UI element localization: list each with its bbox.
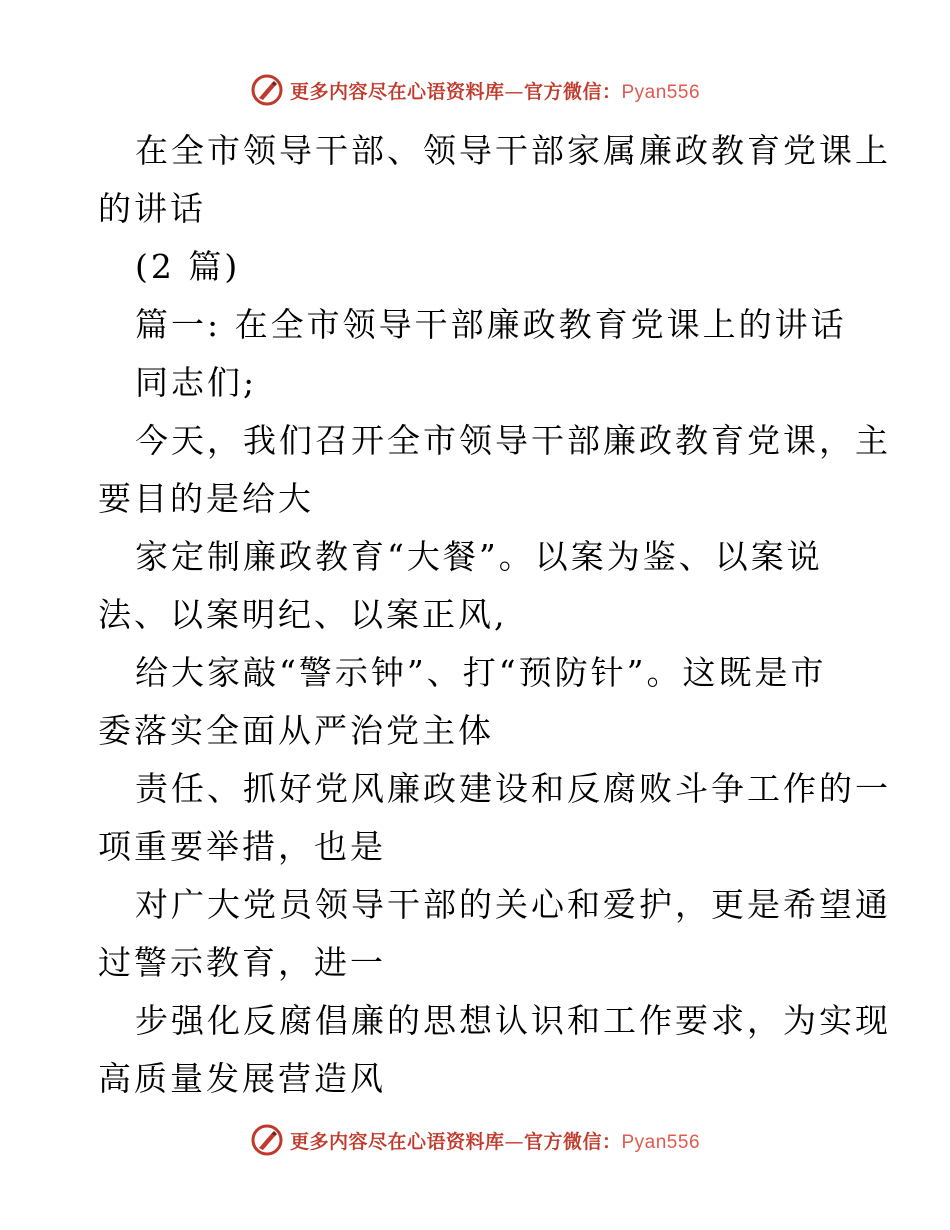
doc-line: 对广大党员领导干部的关心和爱护，更是希望通 [135,885,891,924]
pen-logo-icon [250,73,284,107]
doc-line: (2 篇) [135,247,241,286]
header-banner-text: 更多内容尽在心语资料库—官方微信：Pyan556 [289,80,701,103]
doc-line: 法、以案明纪、以案正风, [98,595,508,634]
doc-line: 家定制廉政教育“大餐”。以案为鉴、以案说 [135,537,823,576]
doc-line: 要目的是给大 [98,479,314,518]
footer-banner-text: 更多内容尽在心语资料库—官方微信：Pyan556 [289,1130,701,1153]
doc-line: 在全市领导干部、领导干部家属廉政教育党课上 [135,131,891,170]
doc-line: 今天，我们召开全市领导干部廉政教育党课，主 [135,421,891,460]
doc-line: 给大家敲“警示钟”、打“预防针”。这既是市 [135,653,827,692]
doc-line: 责任、抓好党风廉政建设和反腐败斗争工作的一 [135,769,891,808]
doc-line: 项重要举措，也是 [98,827,386,866]
footer-watermark-banner [0,1120,950,1160]
doc-line: 同志们; [135,363,258,402]
doc-line: 篇一: 在全市领导干部廉政教育党课上的讲话 [135,305,847,344]
doc-line: 委落实全面从严治党主体 [98,711,494,750]
pen-logo-icon [250,1123,284,1157]
doc-line: 高质量发展营造风 [98,1059,386,1098]
doc-line: 步强化反腐倡廉的思想认识和工作要求，为实现 [135,1001,891,1040]
doc-line: 的讲话 [98,189,206,228]
doc-line: 过警示教育，进一 [98,943,386,982]
header-watermark-banner [0,70,950,110]
document-body [98,122,891,1108]
